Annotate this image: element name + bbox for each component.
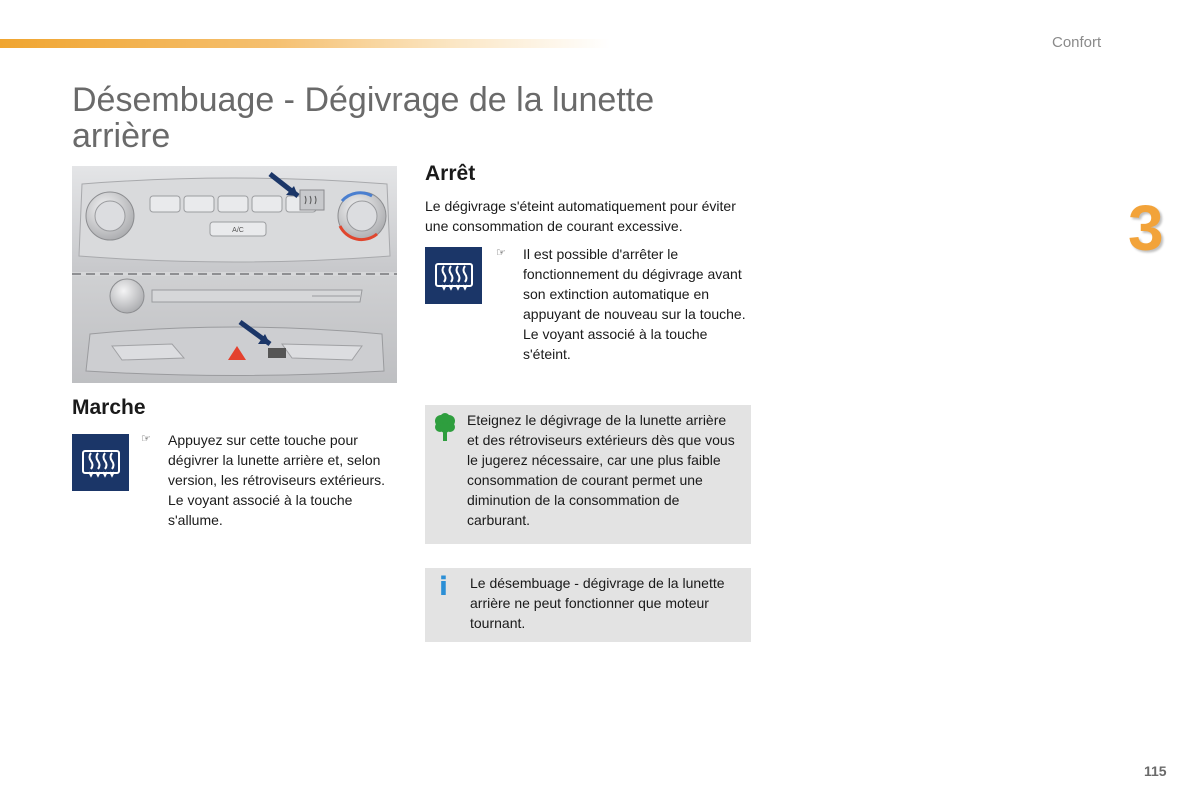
dashboard-drawing <box>72 166 397 383</box>
arret-text: Il est possible d'arrêter le fonctionnement du dégivrage avant son extinction automatique en appuyant de nouveau sur la touche. Le voyant associé à la touche s'éteint. <box>523 246 746 362</box>
arret-heading: Arrêt <box>425 162 476 185</box>
rear-defrost-icon <box>81 448 121 478</box>
marche-text: Appuyez sur cette touche pour dégivrer la lunette arrière et, selon version, les rétroviseurs extérieurs. Le voyant associé à la touche s'allume. <box>168 432 386 528</box>
section-label: Confort <box>1052 34 1102 51</box>
info-icon: i <box>439 572 448 602</box>
marche-heading: Marche <box>72 396 146 419</box>
rear-defrost-icon <box>434 261 474 291</box>
pointer-hand-icon: ☞ <box>496 247 506 259</box>
page-title: Désembuage - Dégivrage de la lunette arrière <box>72 81 655 155</box>
header-accent-bar <box>0 39 610 48</box>
dashboard-illustration <box>72 166 397 383</box>
rear-defrost-button-icon-on <box>72 434 129 491</box>
pointer-hand-icon: ☞ <box>141 433 151 445</box>
page-number: 115 <box>1144 763 1167 779</box>
arret-intro-text: Le dégivrage s'éteint automatiquement pour éviter une consommation de courant excessive. <box>425 198 736 234</box>
info-note-box <box>425 568 751 642</box>
eco-note-box <box>425 405 751 544</box>
tree-icon <box>433 413 457 441</box>
rear-defrost-button-icon-off <box>425 247 482 304</box>
ac-button-label: A/C <box>232 227 244 234</box>
info-note-text: Le désembuage - dégivrage de la lunette arrière ne peut fonctionner que moteur tournant. <box>470 575 725 631</box>
chapter-number: 3 <box>1128 192 1164 264</box>
eco-note-text: Eteignez le dégivrage de la lunette arrière et des rétroviseurs extérieurs dès que vous le jugerez nécessaire, car une plus faible consommation de courant permet une diminution de la consommation de carburant. <box>467 412 735 528</box>
